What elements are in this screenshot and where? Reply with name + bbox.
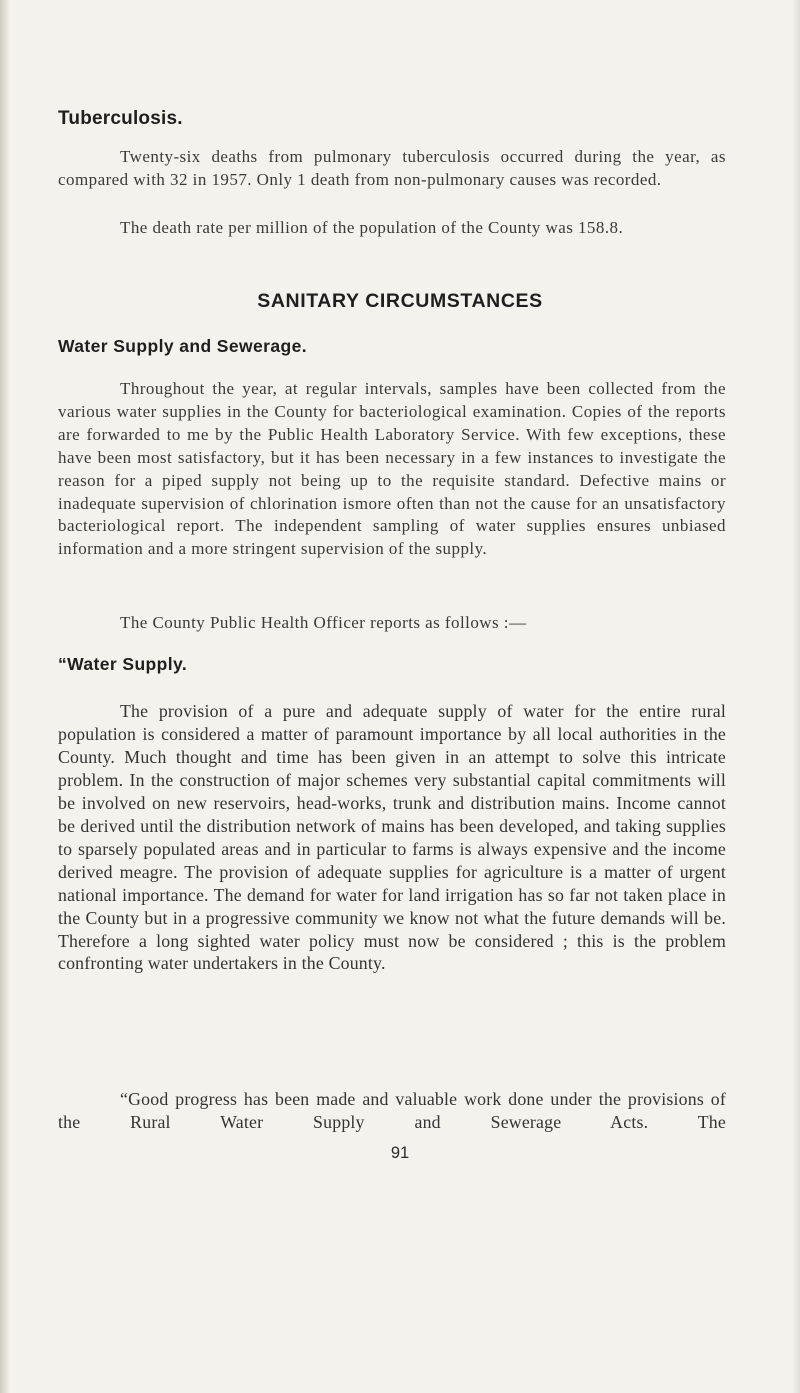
paragraph-officer-reports: The County Public Health Officer reports as follows :— bbox=[120, 613, 527, 632]
paragraph-water-sampling: Throughout the year, at regular intervals, samples have been collected from the various water supplies in the County for bacteriological examination. Copies of the reports are forwarded to me by the Public Health Laboratory Service. With few exceptions, these have been most satisfactory, but it has been necessary in a few instances to investigate the reason for a piped supply not being up to the requisite standard. Defective mains or inadequate supervision of chlorination ismore often than not the cause for an unsatisfactory bacteriological report. The independent sampling of water supplies ensures unbiased information and a more stringent supervision of the supply. bbox=[58, 379, 726, 559]
page-number: 91 bbox=[390, 1144, 410, 1162]
subheading-quoted-water-supply: “Water Supply. bbox=[58, 654, 188, 674]
paragraph-good-progress: “Good progress has been made and valuable work done under the provisions of the Rural Water Supply and Sewerage Acts. The bbox=[58, 1089, 726, 1132]
page-binding-shadow bbox=[0, 0, 10, 1393]
paragraph-water-supply-provision: The provision of a pure and adequate supply of water for the entire rural population is considered a matter of paramount importance by all local authorities in the County. Much thought and time has been given in an attempt to solve this intricate problem. In the construction of major schemes very substantial capital commitments will be involved on new reservoirs, head-works, trunk and distribution mains. Income cannot be derived until the distribution network of mains has been developed, and taking supplies to sparsely populated areas and in particular to farms is always expensive and the income derived meagre. The provision of adequate supplies for agriculture is a matter of urgent national importance. The demand for water for land irrigation has so far not taken place in the County but in a progressive community we know not what the future demands will be. Therefore a long sighted water policy must now be considered ; this is the problem confronting water undertakers in the County. bbox=[58, 701, 726, 974]
subheading-water-supply-sewerage: Water Supply and Sewerage. bbox=[58, 336, 307, 356]
paragraph-death-rate: The death rate per million of the population of the County was 158.8. bbox=[120, 218, 624, 237]
paragraph-tuberculosis-deaths: Twenty-six deaths from pulmonary tuberculosis occurred during the year, as compared with 32 in 1957. Only 1 death from non-pulmonary causes was recorded. bbox=[58, 147, 726, 189]
section-heading-sanitary-circumstances: SANITARY CIRCUMSTANCES bbox=[257, 290, 543, 312]
section-heading-tuberculosis: Tuberculosis. bbox=[58, 108, 183, 129]
page-right-edge bbox=[792, 0, 800, 1393]
